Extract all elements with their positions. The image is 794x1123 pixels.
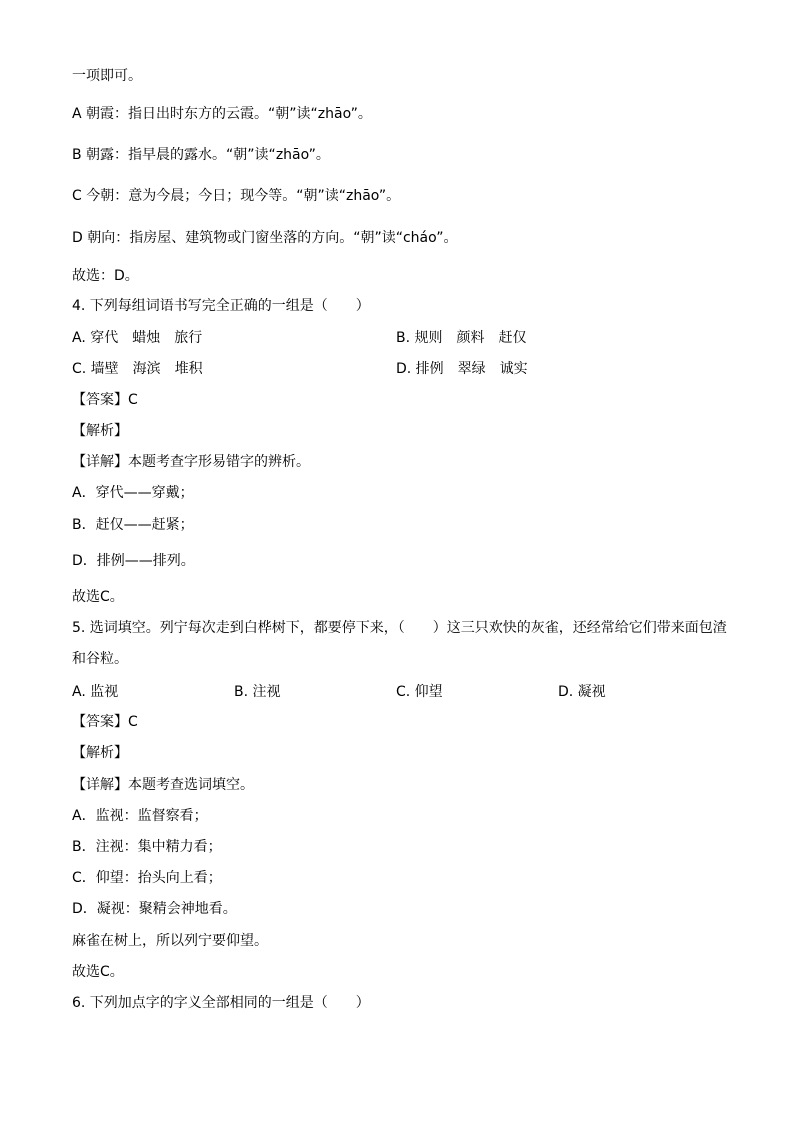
question-4-stem: 4. 下列每组词语书写完全正确的一组是（ ） <box>72 298 370 314</box>
explanation-line: C 今朝：意为今晨；今日；现今等。“朝”读“zhāo”。 <box>72 188 401 204</box>
q5-reason: 麻雀在树上，所以列宁要仰望。 <box>72 933 268 949</box>
q5-item: D．凝视：聚精会神地看。 <box>72 901 237 917</box>
q4-item: B．赶仅——赶紧； <box>72 517 194 533</box>
q4-option-d: D. 排例 翠绿 诚实 <box>396 361 528 377</box>
q4-item: D．排例——排列。 <box>72 553 195 569</box>
question-5-stem: 5. 选词填空。列宁每次走到白桦树下，都要停下来，（ ）这三只欢快的灰雀，还经常给它们带来面包渣和谷粒。 <box>72 620 727 667</box>
q4-analysis-tag: 【解析】 <box>72 423 128 439</box>
q5-option-c: C. 仰望 <box>396 684 443 700</box>
detail-text: 本题考查选词填空。 <box>128 777 254 793</box>
q5-item: C．仰望：抬头向上看； <box>72 870 222 886</box>
q5-detail <box>72 776 254 794</box>
q4-answer <box>72 391 138 409</box>
question-6-stem: 6. 下列加点字的字义全部相同的一组是（ ） <box>72 995 370 1011</box>
explanation-line: B 朝露：指早晨的露水。“朝”读“zhāo”。 <box>72 147 330 163</box>
explanation-line: 一项即可。 <box>72 68 142 84</box>
answer-tag: 【答案】 <box>72 392 128 408</box>
q5-conclusion: 故选C。 <box>72 964 124 980</box>
q4-detail <box>72 453 310 471</box>
answer-value: C <box>128 714 138 730</box>
q5-option-b: B. 注视 <box>234 684 281 700</box>
q4-option-a: A. 穿代 蜡烛 旅行 <box>72 330 203 346</box>
detail-tag: 【详解】 <box>72 454 128 470</box>
q4-item: A．穿代——穿戴； <box>72 485 194 501</box>
q5-item: A．监视：监督察看； <box>72 808 208 824</box>
q5-option-d: D. 凝视 <box>558 684 606 700</box>
detail-text: 本题考查字形易错字的辨析。 <box>128 454 310 470</box>
q4-option-c: C. 墙壁 海滨 堆积 <box>72 361 203 377</box>
q5-item: B．注视：集中精力看； <box>72 839 222 855</box>
answer-tag: 【答案】 <box>72 714 128 730</box>
explanation-line: A 朝霞：指日出时东方的云霞。“朝”读“zhāo”。 <box>72 106 372 122</box>
q5-answer <box>72 713 138 731</box>
explanation-line: D 朝向：指房屋、建筑物或门窗坐落的方向。“朝”读“cháo”。 <box>72 230 458 246</box>
q5-option-a: A. 监视 <box>72 684 119 700</box>
answer-value: C <box>128 392 138 408</box>
q5-analysis-tag: 【解析】 <box>72 745 128 761</box>
conclusion-line: 故选：D。 <box>72 268 139 284</box>
q4-conclusion: 故选C。 <box>72 589 124 605</box>
detail-tag: 【详解】 <box>72 777 128 793</box>
q4-option-b: B. 规则 颜料 赶仅 <box>396 330 527 346</box>
